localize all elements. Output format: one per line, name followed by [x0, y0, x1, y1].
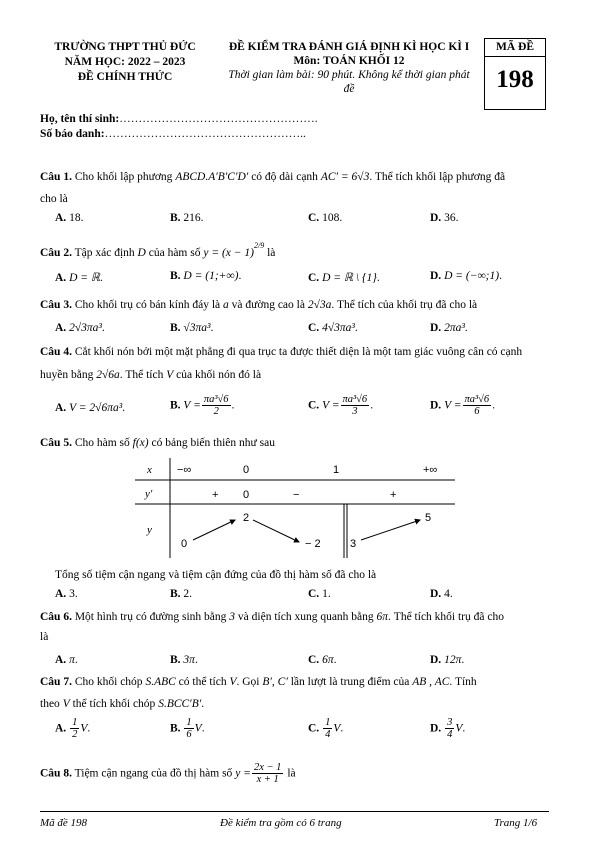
- question-number: Câu 8.: [40, 767, 72, 780]
- option-key: B.: [170, 270, 181, 282]
- question-text: Cho khối lập phương: [74, 171, 173, 183]
- q4-option-b[interactable]: B. V = $\frac{\text{πa³√6}}{2}$ .: [170, 394, 235, 417]
- q2-option-c[interactable]: C. D = ℝ \ {1}.: [308, 272, 380, 284]
- numerator: 1: [186, 717, 192, 728]
- question-number: Câu 1.: [40, 171, 72, 183]
- q5-option-b[interactable]: B. 2.: [170, 588, 193, 600]
- option-key: C.: [308, 322, 320, 334]
- school-name: TRƯỜNG THPT THỦ ĐỨC: [54, 41, 196, 53]
- math-expr: D: [137, 246, 146, 259]
- option-text: V =: [444, 399, 462, 412]
- option-key: D.: [430, 322, 442, 334]
- q7-option-d[interactable]: D. $\frac{3}{4}$ V.: [430, 717, 466, 740]
- vt-arrow-up: [361, 520, 420, 540]
- question-number: Câu 7.: [40, 676, 72, 688]
- vt-x-label: x: [147, 464, 152, 476]
- question-6: [40, 610, 504, 624]
- question-text: Cắt khối nón bởi một mặt phẳng đi qua trục ta được thiết diện là một tam giác vuông cân có cạnh: [74, 346, 523, 358]
- question-text: có thể tích: [178, 676, 227, 688]
- vt-x-value: 0: [243, 464, 250, 476]
- option-text: D = ℝ: [69, 272, 100, 284]
- option-text: 2: [183, 588, 190, 600]
- option-text: 12π: [444, 654, 462, 666]
- question-text: là: [267, 246, 276, 259]
- fraction: [323, 717, 332, 741]
- student-name-label: Họ, tên thí sinh:: [40, 113, 120, 125]
- math-expr: y =: [235, 767, 251, 780]
- math-expr: V: [62, 698, 70, 710]
- numerator: 1: [325, 717, 331, 728]
- q4-option-c[interactable]: C. V = $\frac{\text{πa³√6}}{3}$ .: [308, 394, 374, 417]
- question-text: là: [287, 767, 296, 780]
- fraction: [341, 394, 370, 418]
- option-key: B.: [170, 588, 181, 600]
- fraction: [252, 762, 284, 786]
- vt-arrow-up: [193, 520, 235, 540]
- question-text: lần lượt là trung điểm của: [290, 676, 410, 688]
- student-name-dots: …………………………………………….: [119, 113, 318, 125]
- q1-option-d[interactable]: D. 36.: [430, 212, 459, 224]
- option-key: B.: [170, 654, 181, 666]
- option-key: D.: [430, 588, 442, 600]
- vt-sign: +: [390, 489, 397, 501]
- option-text: 216: [183, 212, 201, 224]
- q6-option-d[interactable]: D. 12π.: [430, 654, 465, 666]
- fraction: [70, 717, 79, 741]
- option-text: 2√3πa³: [69, 322, 102, 334]
- math-expr: V: [229, 676, 237, 688]
- math-expr: S.ABC: [145, 676, 176, 688]
- option-text: V: [80, 722, 88, 735]
- option-key: A.: [55, 654, 67, 666]
- option-text: π: [69, 654, 75, 666]
- student-id-line: [40, 127, 306, 141]
- q6-option-a[interactable]: A. π.: [55, 654, 78, 666]
- vt-y-value: 0: [181, 538, 188, 550]
- option-key: C.: [308, 588, 320, 600]
- option-text: V: [455, 722, 463, 735]
- school-year: NĂM HỌC: 2022 – 2023: [64, 56, 186, 68]
- option-text: 4: [444, 588, 450, 600]
- q2-option-b[interactable]: B. D = (1;+∞).: [170, 270, 242, 282]
- question-text: theo: [40, 698, 60, 710]
- exam-code: 198: [496, 66, 534, 93]
- question-text: Cho khối trụ có bán kính đáy là: [74, 299, 221, 311]
- option-key: A.: [55, 722, 67, 735]
- option-text: 36: [444, 212, 456, 224]
- math-expr: 3: [229, 611, 236, 623]
- q2-option-a[interactable]: A. D = ℝ.: [55, 272, 103, 284]
- question-text: Tiệm cận ngang của đồ thị hàm số: [74, 767, 233, 780]
- question-text: thể tích khối chóp: [72, 698, 156, 710]
- option-text: 3π: [183, 654, 195, 666]
- option-key: A.: [55, 402, 67, 414]
- question-text: . Thể tích: [119, 369, 164, 381]
- option-key: D.: [430, 270, 442, 282]
- option-text: 108: [322, 212, 340, 224]
- question-4-cont: [40, 368, 261, 382]
- question-text: có độ dài cạnh: [251, 171, 318, 183]
- numerator: πa³√6: [464, 394, 490, 405]
- question-text: và diện tích xung quanh bằng: [237, 611, 374, 623]
- math-expr: y = (x − 1): [203, 246, 254, 259]
- footer-page-number: Trang 1/6: [494, 817, 538, 829]
- vt-y-value: 2: [243, 512, 250, 524]
- question-5-after: Tổng số tiệm cận ngang và tiệm cận đứng của đồ thị hàm số đã cho là: [55, 569, 377, 581]
- vt-y-value: 5: [425, 512, 432, 524]
- denominator: x + 1: [256, 774, 279, 785]
- q1-option-a[interactable]: A. 18.: [55, 212, 84, 224]
- math-expr: 2√3a: [307, 299, 332, 311]
- math-expr: AB , AC: [412, 676, 450, 688]
- q3-option-b[interactable]: B. √3πa³.: [170, 322, 214, 334]
- option-key: A.: [55, 272, 67, 284]
- q7-option-c[interactable]: C. $\frac{1}{4}$ V.: [308, 717, 344, 740]
- denominator: 6: [474, 406, 480, 417]
- numerator: 1: [72, 717, 78, 728]
- fraction: [202, 394, 231, 418]
- numerator: πa³√6: [203, 394, 229, 405]
- option-text: V: [333, 722, 341, 735]
- math-expr: 6π: [376, 611, 389, 623]
- student-name-line: [40, 112, 318, 126]
- question-number: Câu 5.: [40, 437, 72, 449]
- q3-option-c[interactable]: C. 4√3πa³.: [308, 322, 358, 334]
- question-text: . Thể tích khối trụ đã cho: [388, 611, 504, 623]
- numerator: 2x − 1: [253, 762, 282, 773]
- question-8: [40, 762, 296, 786]
- question-text: của khối nón đó là: [176, 369, 262, 381]
- question-6-cont: là: [40, 631, 49, 643]
- question-number: Câu 3.: [40, 299, 72, 311]
- question-2: [40, 242, 275, 260]
- option-text: 18: [69, 212, 81, 224]
- question-1: [40, 170, 505, 184]
- option-key: C.: [308, 272, 320, 284]
- option-key: B.: [170, 212, 181, 224]
- option-key: D.: [430, 399, 442, 412]
- math-expr: 2√6a: [96, 369, 120, 381]
- exam-time: Thời gian làm bài: 90 phút. Không kể thời gian phát: [228, 69, 470, 81]
- vt-arrow-down: [253, 520, 299, 542]
- q2-option-d[interactable]: D. D = (−∞;1).: [430, 270, 502, 282]
- option-text: D = (−∞;1): [444, 270, 500, 282]
- q4-option-a[interactable]: A. V = 2√6πa³.: [55, 402, 126, 414]
- vt-sign: +: [212, 489, 219, 501]
- q4-option-d[interactable]: D. V = $\frac{\text{πa³√6}}{6}$ .: [430, 394, 496, 417]
- vt-y-value: − 2: [305, 538, 321, 550]
- footer-pages: Đề kiểm tra gồm có 6 trang: [220, 817, 342, 829]
- question-text: . Thể tích của khối trụ đã cho là: [331, 299, 478, 311]
- fraction: [184, 717, 193, 741]
- denominator: 4: [447, 729, 453, 740]
- exam-code-label: MÃ ĐỀ: [485, 39, 545, 57]
- official-label: ĐỀ CHÍNH THỨC: [77, 71, 173, 83]
- option-text: V =: [322, 399, 340, 412]
- question-text: huyền bằng: [40, 369, 94, 381]
- vt-yp-label: y′: [145, 488, 153, 500]
- question-text: có bảng biến thiên như sau: [151, 437, 275, 449]
- denominator: 4: [325, 729, 331, 740]
- math-expr: B′, C′: [262, 676, 288, 688]
- option-key: C.: [308, 722, 320, 735]
- question-number: Câu 4.: [40, 346, 72, 358]
- q3-option-d[interactable]: D. 2πa³.: [430, 322, 468, 334]
- option-key: B.: [170, 722, 181, 735]
- math-expr: S.BCC′B′: [158, 698, 202, 710]
- q5-option-c[interactable]: C. 1.: [308, 588, 331, 600]
- question-3: [40, 298, 477, 312]
- math-expr: f(x): [132, 437, 149, 449]
- option-key: C.: [308, 399, 320, 412]
- numerator: 3: [447, 717, 453, 728]
- question-text: Cho hàm số: [74, 437, 130, 449]
- vt-y-label: y: [147, 524, 152, 536]
- math-expr: ABCD.A′B′C′D′: [175, 171, 249, 183]
- exam-subject: Môn: TOÁN KHỐI 12: [293, 55, 405, 67]
- question-1-cont: cho là: [40, 193, 68, 205]
- q3-option-a[interactable]: A. 2√3πa³.: [55, 322, 105, 334]
- vt-sign: 0: [243, 489, 250, 501]
- option-key: A.: [55, 322, 67, 334]
- math-expr: AC′ = 6√3: [320, 171, 370, 183]
- school-header: [40, 40, 210, 85]
- variation-table: [135, 458, 455, 558]
- denominator: 2: [72, 729, 78, 740]
- exam-code-box: [484, 38, 546, 110]
- question-7-cont: theo V thể tích khối chóp S.BCC′B′.: [40, 698, 205, 710]
- option-text: 3: [69, 588, 75, 600]
- exam-header: [213, 40, 485, 96]
- question-number: Câu 2.: [40, 246, 72, 259]
- question-4: [40, 345, 522, 359]
- option-text: D = (1;+∞): [183, 270, 239, 282]
- option-text: 1: [322, 588, 328, 600]
- question-text: của hàm số: [148, 246, 201, 259]
- option-key: C.: [308, 654, 320, 666]
- vt-x-value: +∞: [423, 464, 438, 476]
- option-text: V =: [183, 399, 201, 412]
- fraction: [463, 394, 492, 418]
- option-key: C.: [308, 212, 320, 224]
- question-text: . Tính: [449, 676, 477, 688]
- question-number: Câu 6.: [40, 611, 72, 623]
- q6-option-c[interactable]: C. 6π.: [308, 654, 337, 666]
- denominator: 2: [213, 406, 219, 417]
- option-key: A.: [55, 212, 67, 224]
- question-5: [40, 436, 275, 450]
- option-text: 6π: [322, 654, 334, 666]
- q1-option-c[interactable]: C. 108.: [308, 212, 343, 224]
- footer-code: Mã đề 198: [40, 817, 88, 829]
- question-7: [40, 675, 477, 689]
- q5-option-d[interactable]: D. 4.: [430, 588, 453, 600]
- question-text: . Gọi: [236, 676, 260, 688]
- math-exponent: 2/9: [253, 241, 265, 250]
- q5-option-a[interactable]: A. 3.: [55, 588, 78, 600]
- option-key: D.: [430, 722, 442, 735]
- vt-sign: −: [293, 489, 300, 501]
- q7-option-a[interactable]: A. $\frac{1}{2}$ V.: [55, 717, 91, 740]
- math-expr: a: [223, 299, 229, 311]
- question-text: Tập xác định: [74, 246, 135, 259]
- vt-x-value: 1: [333, 464, 340, 476]
- option-text: D = ℝ \ {1}: [322, 272, 377, 284]
- question-text: Một hình trụ có đường sinh bằng: [74, 611, 227, 623]
- option-text: 2πa³: [444, 322, 465, 334]
- option-key: D.: [430, 654, 442, 666]
- footer-divider: [40, 811, 549, 812]
- student-id-label: Số báo danh:: [40, 128, 105, 140]
- question-text: . Thể tích khối lập phương đã: [369, 171, 506, 183]
- question-text: Cho khối chóp: [74, 676, 143, 688]
- option-text: 4√3πa³: [322, 322, 355, 334]
- option-key: B.: [170, 322, 181, 334]
- exam-title: ĐỀ KIỂM TRA ĐÁNH GIÁ ĐỊNH KÌ HỌC KÌ I: [228, 41, 470, 53]
- denominator: 3: [352, 406, 358, 417]
- q1-option-b[interactable]: B. 216.: [170, 212, 204, 224]
- vt-y-value: 3: [350, 538, 357, 550]
- option-key: D.: [430, 212, 442, 224]
- option-text: V: [194, 722, 202, 735]
- q7-option-b[interactable]: B. $\frac{1}{6}$ V.: [170, 717, 205, 740]
- question-text: và đường cao là: [231, 299, 305, 311]
- student-id-dots: ……………………………………………..: [104, 128, 306, 140]
- numerator: πa³√6: [342, 394, 368, 405]
- q6-option-b[interactable]: B. 3π.: [170, 654, 198, 666]
- math-expr: V: [166, 369, 174, 381]
- option-text: √3πa³: [183, 322, 211, 334]
- option-key: B.: [170, 399, 181, 412]
- vt-x-value: −∞: [177, 464, 192, 476]
- option-key: A.: [55, 588, 67, 600]
- option-text: V = 2√6πa³: [69, 402, 123, 414]
- fraction: [445, 717, 454, 741]
- denominator: 6: [186, 729, 192, 740]
- exam-time-cont: đề: [343, 83, 355, 95]
